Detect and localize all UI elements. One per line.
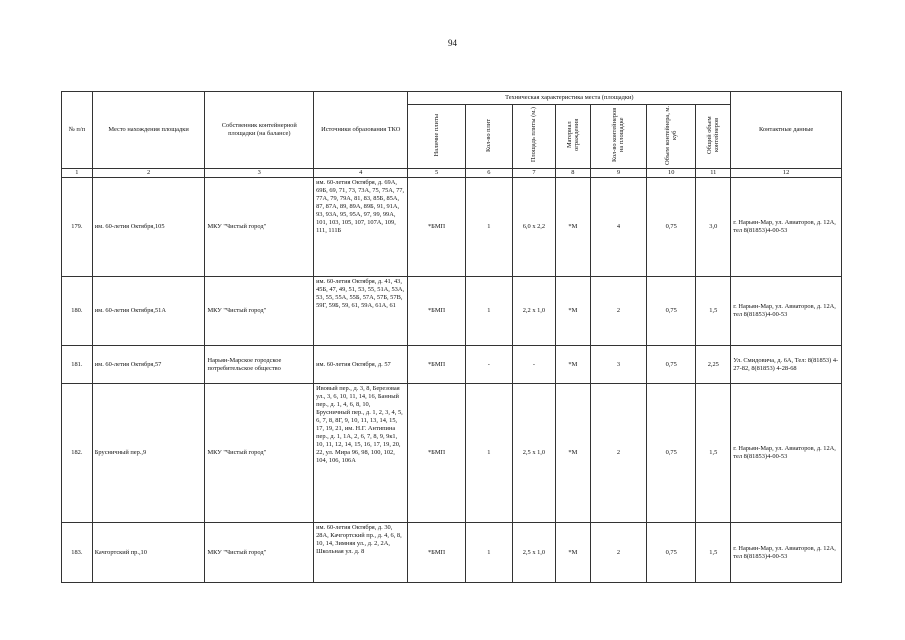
- col-number: 5: [408, 169, 465, 178]
- row-total: 1,5: [696, 523, 731, 583]
- row-sources: им. 60-летия Октября, д. 30, 28А, Качгортский пр., д. 4, 6, 8, 10, 14, Зимняя ул., д. 2, 2А, Школьная ул. д. 8: [314, 523, 408, 583]
- row-location: им. 60-летия Октября,57: [92, 346, 205, 384]
- col-number: 3: [205, 169, 314, 178]
- row-sources: Ивовый пер., д. 3, 8, Березовая ул., 3, 6, 10, 11, 14, 16, Банный пер., д. 1, 4, 6, 8, 10, Брусничный пер., д. 1, 2, 3, 4, 5, 6, 7, 8, 8Г, 9, 10, 11, 13, 14, 15, 17, 19, 21, им. Н.Г. Антипина пер., д. 1, 1А, 2, 6, 7, 8, 9, 9к1, 10, 11, 12, 14, 15, 16, 17, 19, 20, 22, ул. Мира 96, 98, 100, 102, 104, 106, 106А: [314, 384, 408, 523]
- row-location: им. 60-летия Октября,51А: [92, 277, 205, 346]
- row-owner: МКУ "Чистый город": [205, 277, 314, 346]
- row-total: 1,5: [696, 384, 731, 523]
- row-owner: МКУ "Чистый город": [205, 523, 314, 583]
- row-fence: *М: [555, 178, 590, 277]
- row-area: 2,2 х 1,0: [512, 277, 555, 346]
- row-total: 3,0: [696, 178, 731, 277]
- row-num: 180.: [62, 277, 93, 346]
- row-num: 181.: [62, 346, 93, 384]
- container-sites-table: [61, 91, 842, 583]
- col-number: 4: [314, 169, 408, 178]
- row-owner: МКУ "Чистый город": [205, 178, 314, 277]
- row-contact: г. Нарьян-Мар, ул. Авиаторов, д. 12А, тел 8(81853)4-00-53: [731, 277, 842, 346]
- col-number: 12: [731, 169, 842, 178]
- row-location: им. 60-летия Октября,105: [92, 178, 205, 277]
- row-contact: г. Нарьян-Мар, ул. Авиаторов, д. 12А, тел 8(81853)4-00-53: [731, 523, 842, 583]
- row-owner: МКУ "Чистый город": [205, 384, 314, 523]
- header-total-volume: Общий объем контейнеров: [706, 116, 721, 154]
- col-number: 11: [696, 169, 731, 178]
- table-row: [62, 523, 842, 583]
- row-total: 1,5: [696, 277, 731, 346]
- col-number: 2: [92, 169, 205, 178]
- row-plate-count: 1: [465, 178, 512, 277]
- row-plate-count: -: [465, 346, 512, 384]
- row-plate-count: 1: [465, 384, 512, 523]
- row-volume: 0,75: [647, 178, 696, 277]
- row-plate-count: 1: [465, 277, 512, 346]
- col-number: 9: [590, 169, 646, 178]
- col-number: 10: [647, 169, 696, 178]
- table-row: [62, 384, 842, 523]
- row-containers: 4: [590, 178, 646, 277]
- row-num: 182.: [62, 384, 93, 523]
- row-containers: 2: [590, 384, 646, 523]
- page-number: 94: [448, 38, 457, 48]
- row-fence: *М: [555, 277, 590, 346]
- row-sources: им. 60-летия Октября, д. 41, 43, 45Б, 47, 49, 51, 53, 55, 51А, 53А, 53, 55, 55А, 55Б, 57А, 57Б, 57В, 59Г, 59Б, 59, 61, 59А, 61А, 61: [314, 277, 408, 346]
- row-plate: *БМП: [408, 384, 465, 523]
- row-contact: Ул. Смидовича, д. 6А, Тел: 8(81853) 4-27-82, 8(81853) 4-28-68: [731, 346, 842, 384]
- header-plate-count: Кол-во плит: [485, 118, 493, 152]
- row-volume: 0,75: [647, 523, 696, 583]
- row-containers: 2: [590, 277, 646, 346]
- row-area: 6,0 х 2,2: [512, 178, 555, 277]
- row-plate: *БМП: [408, 346, 465, 384]
- table-row: [62, 346, 842, 384]
- header-num: № п/п: [62, 92, 93, 169]
- row-containers: 3: [590, 346, 646, 384]
- header-plate: Наличие плиты: [433, 113, 441, 157]
- row-sources: им. 60-летия Октября, д. 69А, 69Б, 69, 71, 73, 73А, 75, 75А, 77, 77А, 79, 79А, 81, 83, 85Б, 85А, 87, 87А, 89, 89А, 89Б, 91, 91А, 93, 93А, 95, 95А, 97, 99, 99А, 101, 103, 105, 107, 107А, 109, 111, 111Б: [314, 178, 408, 277]
- row-volume: 0,75: [647, 384, 696, 523]
- row-plate-count: 1: [465, 523, 512, 583]
- row-area: 2,5 х 1,0: [512, 384, 555, 523]
- table-row: [62, 178, 842, 277]
- row-plate: *БМП: [408, 178, 465, 277]
- col-number: 1: [62, 169, 93, 178]
- row-plate: *БМП: [408, 523, 465, 583]
- row-contact: г. Нарьян-Мар, ул. Авиаторов, д. 12А, тел 8(81853)4-00-53: [731, 384, 842, 523]
- col-number: 8: [555, 169, 590, 178]
- row-area: -: [512, 346, 555, 384]
- row-sources: им. 60-летия Октября, д. 57: [314, 346, 408, 384]
- row-volume: 0,75: [647, 277, 696, 346]
- header-containers: Кол-во контейнеров на площадке: [611, 107, 626, 163]
- row-containers: 2: [590, 523, 646, 583]
- row-area: 2,5 х 1,0: [512, 523, 555, 583]
- row-location: Качгортский пр.,10: [92, 523, 205, 583]
- row-fence: *М: [555, 523, 590, 583]
- header-owner: Собственник контейнерной площадки (на балансе): [205, 92, 314, 169]
- row-fence: *М: [555, 346, 590, 384]
- table-row: [62, 277, 842, 346]
- header-volume: Объем контейнера, м. куб: [664, 105, 679, 165]
- header-fence: Материал ограждения: [565, 118, 580, 152]
- header-location: Место нахождения площадки: [92, 92, 205, 169]
- col-number: 6: [465, 169, 512, 178]
- header-contact: Контактные данные: [731, 92, 842, 169]
- row-contact: г. Нарьян-Мар, ул. Авиаторов, д. 12А, тел 8(81853)4-00-53: [731, 178, 842, 277]
- row-num: 179.: [62, 178, 93, 277]
- row-owner: Нарьян-Марское городское потребительское общество: [205, 346, 314, 384]
- row-total: 2,25: [696, 346, 731, 384]
- header-area: Площадь плиты (м.): [530, 107, 538, 163]
- row-volume: 0,75: [647, 346, 696, 384]
- row-fence: *М: [555, 384, 590, 523]
- header-tech: Техническая характеристика места (площадки): [408, 92, 731, 105]
- header-sources: Источники образования ТКО: [314, 92, 408, 169]
- row-plate: *БМП: [408, 277, 465, 346]
- row-location: Брусничный пер.,9: [92, 384, 205, 523]
- column-numbers-row: [62, 169, 842, 178]
- row-num: 183.: [62, 523, 93, 583]
- col-number: 7: [512, 169, 555, 178]
